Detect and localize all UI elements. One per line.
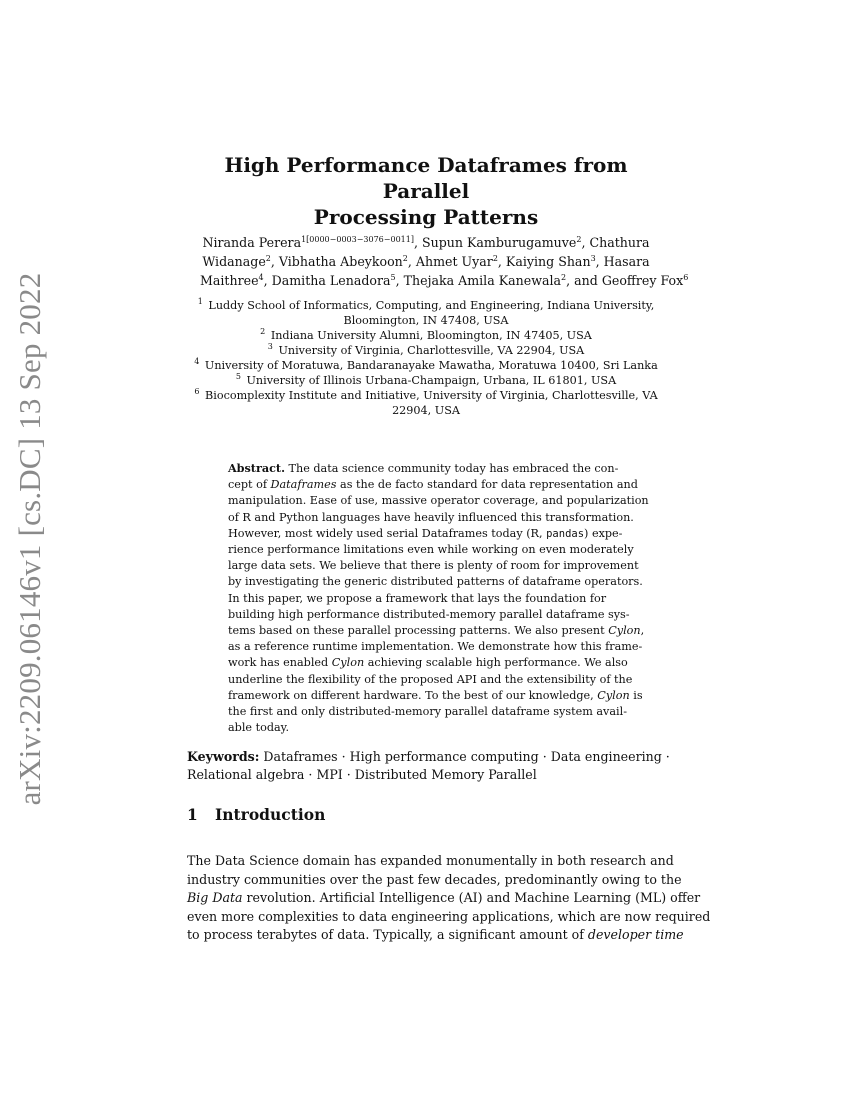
body-text: of R and Python languages have heavily influenced this transformation. (228, 510, 634, 524)
title-line: Processing Patterns (313, 205, 539, 229)
affiliation-marker: 2 (561, 273, 567, 282)
affiliation-text: University of Illinois Urbana-Champaign, Urbana, IL 61801, USA (246, 374, 617, 387)
affiliation-text: 22904, USA (392, 404, 460, 417)
body-text: work has enabled (228, 656, 332, 670)
body-text: revolution. Artificial Intelligence (AI) and Machine Learning (ML) offer (242, 890, 701, 905)
emphasis-text: Cylon (608, 624, 641, 638)
abstract-label: Abstract. (228, 461, 285, 475)
body-text: is (629, 688, 643, 702)
keywords-text: Dataframes · High performance computing · Data engineering · (259, 749, 670, 764)
section-heading (187, 805, 663, 825)
abstract-line (228, 623, 645, 639)
body-text: framework on different hardware. To the best of our knowledge, (228, 688, 598, 702)
body-text: able today. (228, 721, 290, 735)
body-text: as a reference runtime implementation. We demonstrate how this frame- (228, 640, 643, 654)
affiliation-marker: 2 (265, 254, 271, 263)
abstract-line (228, 655, 630, 671)
author-name: , Supun Kamburugamuve (413, 235, 577, 250)
body-text: , (640, 624, 645, 638)
abstract-line (228, 720, 630, 736)
intro-line (187, 926, 684, 945)
abstract-line (228, 558, 639, 574)
abstract-line (228, 460, 630, 477)
emphasis-text: Big Data (187, 890, 243, 905)
affiliation-marker: 2 (576, 235, 582, 244)
body-text: to process terabytes of data. Typically, a significant amount of (187, 927, 588, 942)
paper-title (200, 152, 652, 230)
keywords-line (187, 766, 663, 784)
body-text: as the de facto standard for data representation and (336, 478, 638, 492)
affiliation-list (190, 298, 662, 418)
author-name: , Thejaka Amila Kanewala (395, 273, 562, 288)
body-text: In this paper, we propose a framework that lays the foundation for (228, 591, 607, 605)
affiliation-number: 6 (194, 387, 200, 396)
affiliation-text: Bloomington, IN 47408, USA (343, 314, 509, 327)
affiliation-marker: 2 (492, 254, 498, 263)
keywords-label: Keywords: (187, 749, 260, 764)
author-name: Maithree (200, 273, 259, 288)
title-line: High Performance Dataframes from Parallel (224, 153, 628, 203)
body-text: large data sets. We believe that there is plenty of room for improvement (228, 559, 639, 573)
arxiv-sidebar (5, 272, 55, 806)
body-text: achieving scalable high performance. We also (364, 656, 628, 670)
abstract-line (228, 704, 630, 720)
affiliation-line (190, 388, 662, 403)
abstract-line (228, 493, 649, 509)
abstract-line (228, 542, 634, 558)
author-name: , Kaiying Shan (497, 254, 591, 269)
keywords-line (187, 748, 670, 766)
emphasis-text: Dataframes (270, 478, 337, 492)
author-name: , Chathura (581, 235, 650, 250)
affiliation-line (190, 343, 662, 358)
body-text: However, most widely used serial Dataframes today (R, (228, 526, 547, 540)
abstract-line (228, 526, 630, 542)
affiliation-number: 2 (260, 327, 266, 336)
body-text: The data science community today has embraced the con- (285, 462, 619, 475)
abstract-line (228, 639, 643, 655)
intro-line (187, 889, 701, 908)
author-name: Niranda Perera (202, 235, 302, 250)
author-line (200, 271, 689, 290)
abstract-line (228, 672, 633, 688)
body-text: The Data Science domain has expanded monumentally in both research and (187, 853, 674, 868)
affiliation-marker: 4 (258, 273, 264, 282)
author-name: , Vibhatha Abeykoon (270, 254, 403, 269)
body-text: ) expe- (584, 526, 623, 540)
body-text: even more complexities to data engineering applications, which are now required (187, 908, 711, 924)
emphasis-text: Cylon (331, 656, 365, 670)
author-name: , Hasara (595, 254, 650, 269)
intro-line (187, 871, 682, 890)
intro-line (187, 852, 674, 871)
affiliation-marker: 6 (683, 273, 689, 282)
body-text: manipulation. Ease of use, massive operator coverage, and popularization (228, 494, 649, 508)
affiliation-number: 5 (235, 372, 241, 381)
affiliation-line (190, 403, 662, 418)
affiliation-text: Indiana University Alumni, Bloomington, IN 47405, USA (270, 329, 592, 342)
abstract-line (228, 510, 634, 526)
emphasis-text: Cylon (597, 688, 630, 702)
body-text: by investigating the generic distributed patterns of dataframe operators. (228, 575, 643, 589)
arxiv-identifier: arXiv:2209.06146v1 [cs.DC] 13 Sep 2022 (12, 272, 47, 806)
abstract-line (228, 688, 643, 704)
body-text: the first and only distributed-memory parallel dataframe system avail- (228, 705, 627, 719)
author-name: , and Geoffrey Fox (566, 273, 684, 288)
affiliation-text: Luddy School of Informatics, Computing, and Engineering, Indiana University, (208, 299, 655, 312)
author-name: Widanage (202, 254, 266, 269)
author-line (200, 252, 652, 271)
author-name: , Damitha Lenadora (263, 273, 391, 288)
author-list (200, 233, 689, 290)
keywords-text: Relational algebra · MPI · Distributed Memory Parallel (187, 767, 537, 782)
keywords (187, 748, 670, 784)
code-text: pandas (546, 527, 585, 540)
affiliation-marker: 2 (402, 254, 408, 263)
abstract-line (228, 477, 638, 493)
abstract (228, 460, 649, 736)
author-line (200, 233, 652, 252)
affiliation-line (190, 358, 662, 373)
affiliation-text: Biocomplexity Institute and Initiative, University of Virginia, Charlottesville, VA (205, 389, 658, 402)
author-name: , Ahmet Uyar (407, 254, 493, 269)
affiliation-line (190, 298, 662, 313)
body-text: cept of (228, 478, 271, 492)
affiliation-line (190, 373, 662, 388)
affiliation-text: University of Moratuwa, Bandaranayake Mawatha, Moratuwa 10400, Sri Lanka (204, 359, 658, 372)
intro-line (187, 908, 711, 927)
abstract-line (228, 574, 643, 590)
affiliation-number: 3 (267, 342, 273, 351)
author-orcid: 1[0000−0003−3076−0011] (301, 235, 414, 244)
affiliation-number: 1 (197, 297, 203, 306)
abstract-line (228, 607, 630, 623)
affiliation-number: 4 (194, 357, 200, 366)
affiliation-text: University of Virginia, Charlottesville, VA 22904, USA (278, 344, 585, 357)
affiliation-marker: 3 (590, 254, 596, 263)
section-number: 1 (187, 805, 198, 824)
abstract-body (228, 460, 649, 736)
affiliation-marker: 5 (390, 273, 396, 282)
body-text: building high performance distributed-memory parallel dataframe sys- (228, 607, 630, 621)
affiliation-line (190, 328, 662, 343)
affiliation-line (190, 313, 662, 328)
emphasis-text: developer time (587, 927, 684, 942)
body-text: rience performance limitations even while working on even moderately (228, 543, 634, 557)
section-title: Introduction (215, 805, 326, 824)
body-text: tems based on these parallel processing patterns. We also present (228, 624, 609, 638)
body-text: underline the flexibility of the proposed API and the extensibility of the (228, 672, 633, 686)
introduction-body (187, 852, 711, 945)
abstract-line (228, 591, 630, 607)
body-text: industry communities over the past few decades, predominantly owing to the (187, 871, 682, 887)
